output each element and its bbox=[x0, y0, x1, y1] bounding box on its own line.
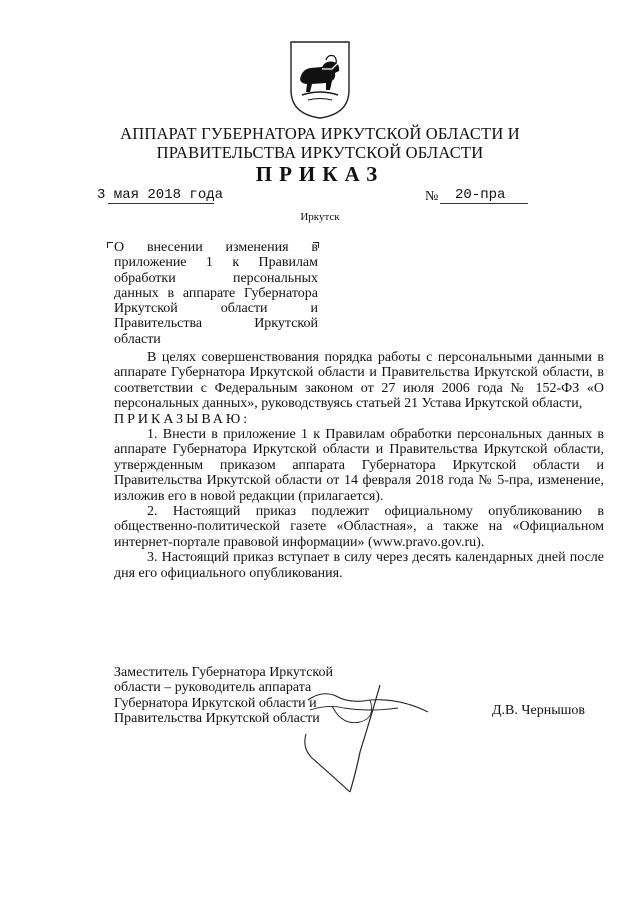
subject-line: обработки персональных bbox=[114, 270, 318, 286]
preamble-paragraph: В целях совершенствования порядка работы с персональными данными в аппарате Губернатора Иркутской области и Правительства Иркутской области, в соответствии с Федеральным законом от 27 июля 2006 года № 152-ФЗ «О персональных данных», руководствуясь статьей 21 Устава Иркутской области, bbox=[114, 350, 604, 412]
subject-line: Иркутской области и bbox=[114, 301, 318, 317]
order-body bbox=[114, 350, 604, 581]
signer-position-line: Заместитель Губернатора Иркутской bbox=[114, 665, 333, 680]
document-type-title: ПРИКАЗ bbox=[255, 162, 385, 186]
subject-line: данных в аппарате Губернатора bbox=[114, 285, 318, 301]
irkutsk-emblem-icon bbox=[288, 40, 352, 120]
signer-position-line: Губернатора Иркутской области и bbox=[114, 695, 317, 711]
signer-position-line: Правительства Иркутской области bbox=[114, 710, 320, 726]
order-item-1: 1. Внести в приложение 1 к Правилам обработки персональных данных в аппарате Губернатора Иркутской области и Правительства Иркутской области, утвержденным приказом аппарата Губернатора Иркутской области и Правительства Иркутской области от 14 февраля 2018 года № 5-пра, изменение, изложив его в новой редакции (прилагается). bbox=[114, 427, 604, 504]
signer-name: Д.В. Чернышов bbox=[492, 703, 585, 718]
order-item-2: 2. Настоящий приказ подлежит официальному опубликованию в общественно-политической газете «Областная», а также на «Официальном интернет-портале правовой информации» (www.pravo.gov.ru). bbox=[114, 504, 604, 550]
order-item-3: 3. Настоящий приказ вступает в силу через десять календарных дней после дня его официального опубликования. bbox=[114, 550, 604, 581]
city-name: Иркутск bbox=[300, 211, 340, 223]
order-number-label: № bbox=[425, 189, 439, 204]
date-underline bbox=[108, 203, 214, 204]
signer-position-line: области – руководитель аппарата bbox=[114, 680, 312, 696]
subject-line: области bbox=[114, 331, 161, 347]
organization-name-line-1: АППАРАТ ГУБЕРНАТОРА ИРКУТСКОЙ ОБЛАСТИ И bbox=[120, 124, 520, 143]
subject-line: приложение 1 к Правилам bbox=[114, 255, 318, 271]
organization-name-line-2: ПРАВИТЕЛЬСТВА ИРКУТСКОЙ ОБЛАСТИ bbox=[156, 143, 484, 162]
number-underline bbox=[440, 203, 528, 204]
order-subject bbox=[114, 240, 318, 347]
order-date: 3 мая 2018 года bbox=[97, 187, 224, 203]
order-number: 20-пра bbox=[455, 187, 506, 203]
command-word: ПРИКАЗЫВАЮ: bbox=[114, 411, 251, 427]
subject-line: Правительства Иркутской bbox=[114, 316, 318, 332]
subject-line: О внесении изменения в bbox=[114, 240, 318, 255]
subject-corner-left bbox=[107, 242, 113, 248]
handwritten-signature bbox=[210, 660, 440, 800]
